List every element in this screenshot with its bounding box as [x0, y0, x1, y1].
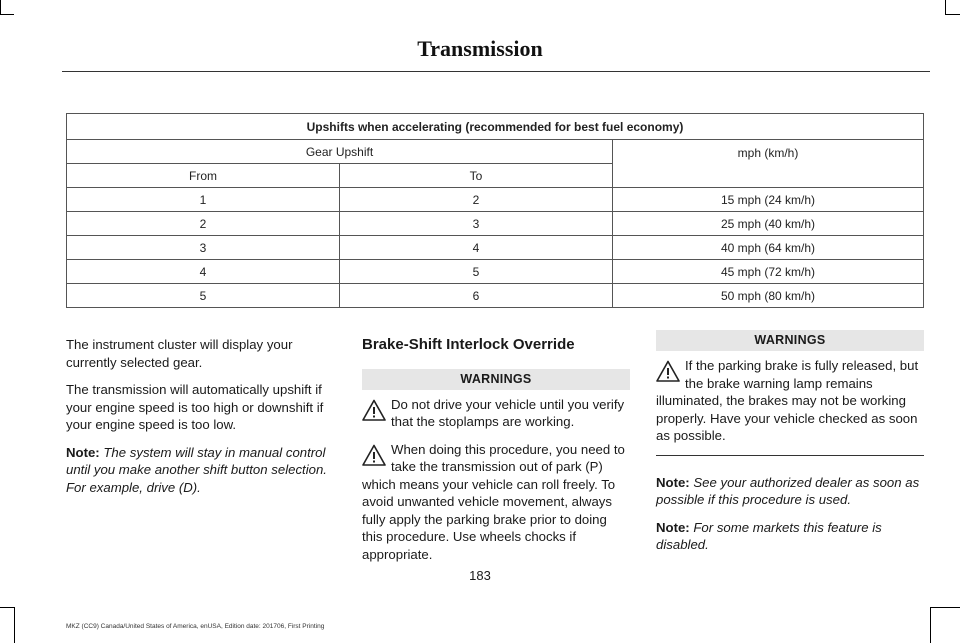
table-header-row: [67, 140, 924, 164]
section-title: Brake-Shift Interlock Override: [362, 336, 575, 353]
crop-mark: [14, 607, 15, 643]
note-label: Note:: [656, 519, 690, 535]
crop-mark: [930, 607, 931, 643]
column-right: [656, 330, 924, 564]
speed-cell: 40 mph (64 km/h): [613, 236, 924, 260]
table-row: [67, 284, 924, 308]
speed-cell: 15 mph (24 km/h): [613, 188, 924, 212]
note-text: See your authorized dealer as soon as possible if this procedure is used.: [656, 474, 920, 507]
note-text: For some markets this feature is disabled.: [656, 519, 882, 552]
note: [66, 444, 334, 497]
warning-text: If the parking brake is fully released, but the brake warning lamp remains illuminated, the brakes may not be working properly. Have your vehicle checked as soon as possible.: [656, 358, 919, 443]
warning-text: Do not drive your vehicle until you verify that the stoplamps are working.: [391, 396, 625, 429]
to-cell: 2: [340, 188, 613, 212]
from-cell: 3: [67, 236, 340, 260]
paragraph: The instrument cluster will display your currently selected gear.: [66, 337, 293, 370]
from-cell: 5: [67, 284, 340, 308]
table-row: [67, 236, 924, 260]
to-cell: 4: [340, 236, 613, 260]
warning-item: [656, 357, 924, 445]
page-title: Transmission: [417, 36, 543, 61]
column-left: [66, 336, 334, 506]
crop-mark: [945, 14, 960, 15]
gear-upshift-header: Gear Upshift: [67, 140, 613, 164]
crop-mark: [945, 0, 946, 14]
note-label: Note:: [66, 444, 100, 460]
to-header: To: [340, 164, 613, 188]
warning-triangle-icon: [362, 399, 386, 421]
warning-triangle-icon: [656, 360, 680, 382]
from-header: From: [67, 164, 340, 188]
from-cell: 4: [67, 260, 340, 284]
speed-header: mph (km/h): [613, 140, 924, 188]
speed-cell: 45 mph (72 km/h): [613, 260, 924, 284]
warnings-banner: WARNINGS: [656, 330, 924, 351]
warning-triangle-icon: [362, 444, 386, 466]
paragraph: The transmission will automatically upshift if your engine speed is too high or downshift if your engine speed is too low.: [66, 382, 324, 432]
crop-mark: [0, 0, 1, 14]
from-cell: 1: [67, 188, 340, 212]
warnings-banner: WARNINGS: [362, 369, 630, 390]
note: [656, 519, 924, 554]
upshift-table: [66, 113, 924, 308]
warning-item: [362, 441, 630, 564]
warning-text: When doing this procedure, you need to take the transmission out of park (P) which means your vehicle can roll freely. To avoid unwanted vehicle movement, always fully apply the parking brake prior to doing this procedure. Use wheels chocks if appropriate.: [362, 441, 625, 562]
page-number: 183: [469, 568, 491, 583]
warning-item: [362, 396, 630, 431]
table-caption: Upshifts when accelerating (recommended for best fuel economy): [67, 114, 924, 140]
speed-cell: 50 mph (80 km/h): [613, 284, 924, 308]
note-label: Note:: [656, 474, 690, 490]
table-caption-row: [67, 114, 924, 140]
warnings-rule: [656, 455, 924, 456]
column-middle: [362, 336, 630, 573]
note: [656, 474, 924, 509]
table-row: [67, 212, 924, 236]
speed-cell: 25 mph (40 km/h): [613, 212, 924, 236]
to-cell: 5: [340, 260, 613, 284]
to-cell: 3: [340, 212, 613, 236]
table-row: [67, 188, 924, 212]
from-cell: 2: [67, 212, 340, 236]
crop-mark: [0, 607, 14, 608]
to-cell: 6: [340, 284, 613, 308]
footer-edition: MKZ (CC9) Canada/United States of America, enUSA, Edition date: 201706, First Printing: [66, 623, 325, 630]
header-rule: [62, 71, 930, 72]
table-row: [67, 260, 924, 284]
crop-mark: [930, 607, 960, 608]
crop-mark: [0, 14, 14, 15]
note-text: The system will stay in manual control until you make another shift button selection. For example, drive (D).: [66, 444, 327, 495]
